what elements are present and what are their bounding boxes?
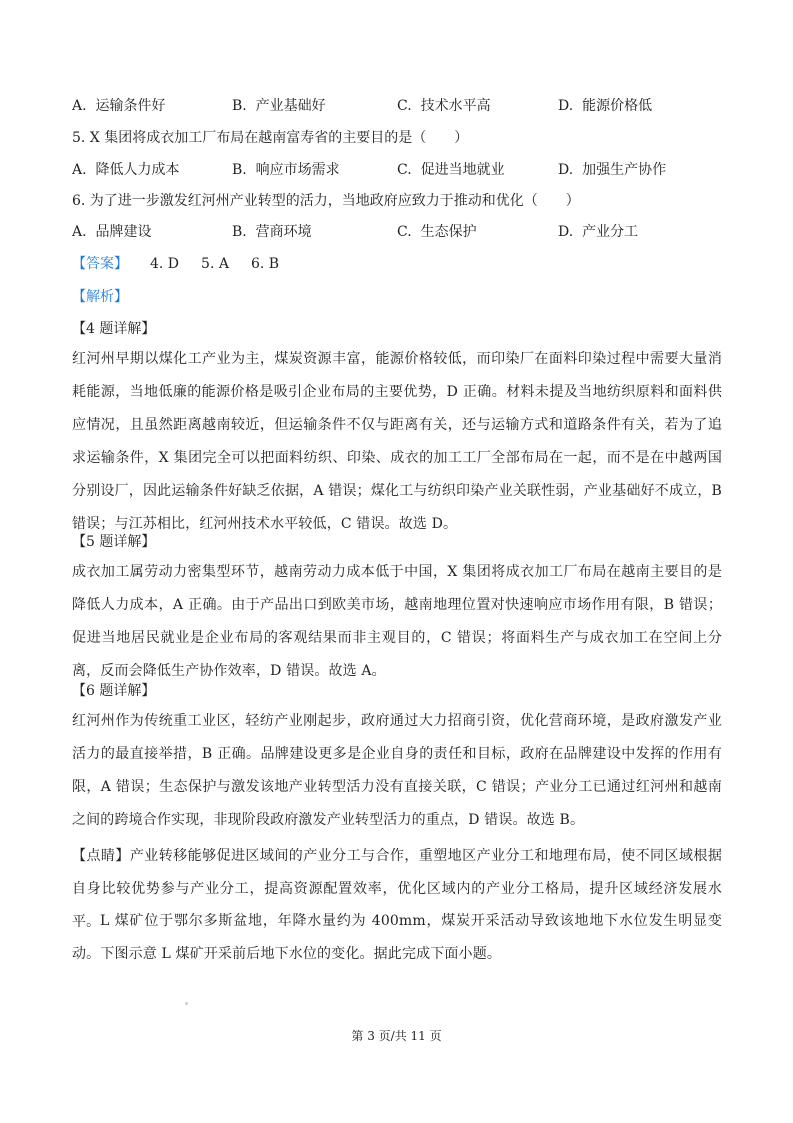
section-title-6: 【6 题详解】 bbox=[72, 683, 156, 699]
section-title-5: 【5 题详解】 bbox=[72, 534, 156, 550]
tip-body: 产业转移能够促进区域间的产业分工与合作，重塑地区产业分工和地理布局，使不同区域根据自身比较优势参与产业分工，提高资源配置效率，优化区域内的产业分工格局，提升区域经济发展水平。 bbox=[72, 848, 722, 930]
option-b: B. 产业基础好 bbox=[232, 98, 326, 114]
page-footer: 第 3 页/共 11 页 bbox=[351, 1029, 442, 1043]
q5-options bbox=[72, 160, 732, 180]
option-c: C. 促进当地就业 bbox=[397, 162, 505, 178]
answer-label: 【答案】 bbox=[72, 256, 128, 272]
q4-options bbox=[72, 96, 732, 116]
option-b: B. 响应市场需求 bbox=[232, 162, 340, 178]
option-d: D. 产业分工 bbox=[558, 224, 639, 240]
option-b: B. 营商环境 bbox=[232, 224, 312, 240]
option-a: A. 降低人力成本 bbox=[72, 162, 180, 178]
analysis-label: 【解析】 bbox=[72, 289, 128, 305]
answer-line bbox=[72, 254, 279, 274]
next-question-intro: L 煤矿位于鄂尔多斯盆地，年降水量约为 400mm，煤炭开采活动导致该地地下水位发生明显变动。下图示意 L 煤矿开采前后地下水位的变化。据此完成下面小题。 bbox=[72, 913, 722, 962]
answer-item: 5. A bbox=[201, 256, 229, 272]
tip-label: 【点睛】 bbox=[72, 848, 130, 864]
option-c: C. 技术水平高 bbox=[397, 98, 491, 114]
scan-dot bbox=[185, 1002, 188, 1005]
section-title-4: 【4 题详解】 bbox=[72, 321, 156, 337]
q6-options bbox=[72, 222, 732, 242]
answer-item: 4. D bbox=[150, 256, 180, 272]
answer-item: 6. B bbox=[250, 256, 280, 272]
option-d: D. 能源价格低 bbox=[558, 98, 653, 114]
section-body-5: 成衣加工属劳动力密集型环节，越南劳动力成本低于中国，X 集团将成衣加工厂布局在越南主要目的是降低人力成本，A 正确。由于产品出口到欧美市场，越南地理位置对快速响应市场作用有限，B 错误；促进当地居民就业是企业布局的客观结果而非主观目的，C 错误；将面料生产与成衣加工在空间上分离，反而会降低生产协作效率，D 错误。故选 A。 bbox=[72, 564, 722, 679]
option-a: A. 品牌建设 bbox=[72, 224, 152, 240]
option-d: D. 加强生产协作 bbox=[558, 162, 667, 178]
section-body-6: 红河州作为传统重工业区，轻纺产业刚起步，政府通过大力招商引资，优化营商环境，是政府激发产业活力的最直接举措，B 正确。品牌建设更多是企业自身的责任和目标，政府在品牌建设中发挥的作用有限，A 错误；生态保护与激发该地产业转型活力没有直接关联，C 错误；产业分工已通过红河州和越南之间的跨境合作实现，非现阶段政府激发产业转型活力的重点，D 错误。故选 B。 bbox=[72, 713, 722, 828]
section-body-4: 红河州早期以煤化工产业为主，煤炭资源丰富，能源价格较低，而印染厂在面料印染过程中需要大量消耗能源，当地低廉的能源价格是吸引企业布局的主要优势，D 正确。材料未提及当地纺织原料和面料供应情况，且虽然距离越南较近，但运输条件不仅与距离有关，还与运输方式和道路条件有关，若为了追求运输条件，X 集团完全可以把面料纺织、印染、成衣的加工工厂全部布局在一起，而不是在中越两国分别设厂，因此运输条件好缺乏依据，A 错误；煤化工与纺织印染产业关联性弱，产业基础好不成立，B 错误；与江苏相比，红河州技术水平较低，C 错误。故选 D。 bbox=[72, 351, 722, 532]
question-6-stem: 6. 为了进一步激发红河州产业转型的活力，当地政府应致力于推动和优化（ ） bbox=[72, 193, 580, 209]
option-c: C. 生态保护 bbox=[397, 224, 477, 240]
question-5-stem: 5. X 集团将成衣加工厂布局在越南富寿省的主要目的是（ ） bbox=[72, 130, 469, 146]
option-a: A. 运输条件好 bbox=[72, 98, 166, 114]
